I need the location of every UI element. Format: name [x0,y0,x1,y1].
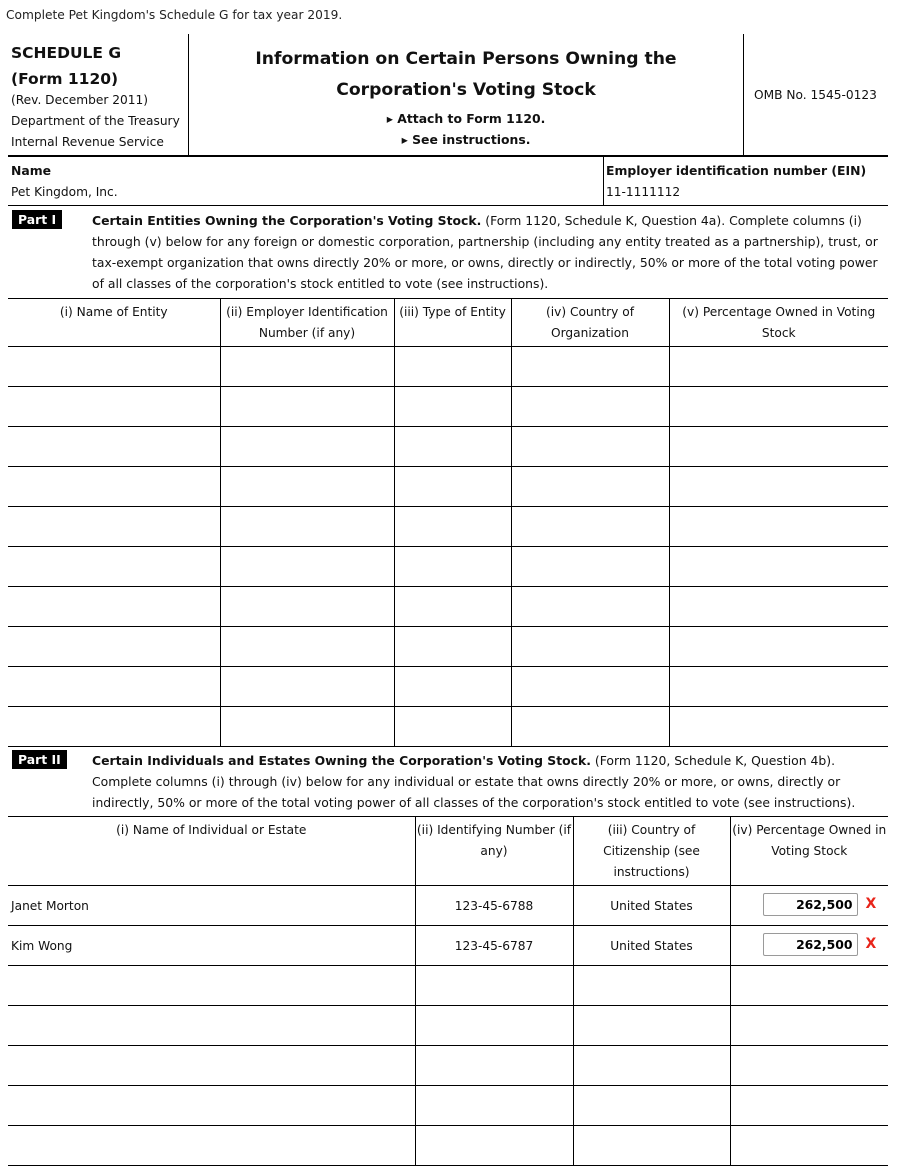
part1-text: (Form 1120, Schedule K, Question 4a). Complete columns (i) through (v) below for any foreign or domestic corporation, partnership (including any entity treated as a partnership), trust, or tax-exempt organization that owns directly 20% or more, or owns, directly or indirectly, 50% or more of the total voting power of all classes of the corporation's stock entitled to vote (see instructions). [92,213,878,291]
part1-cell-name[interactable] [8,547,220,587]
citizenship-country[interactable]: United States [573,886,730,926]
part1-cell-name[interactable] [8,467,220,507]
agency: Internal Revenue Service [11,135,164,149]
part2-text: (Form 1120, Schedule K, Question 4b). Complete columns (i) through (iv) below for any individual or estate that owns directly 20% or more, or owns, directly or indirectly, 50% or more of the total voting power of all classes of the corporation's stock entitled to vote (see instructions). [92,753,856,810]
part1-cell-ein[interactable] [220,667,394,707]
name-label: Name [11,163,52,178]
part2-cell-name[interactable] [8,1126,415,1166]
part1-cell-country[interactable] [511,427,669,467]
part1-col-type: (iii) Type of Entity [394,299,511,347]
attach-note: ▸ Attach to Form 1120. [386,111,546,126]
part1-cell-percentage[interactable] [669,627,888,667]
part1-row[interactable] [8,347,888,387]
part2-row[interactable] [8,886,888,926]
part1-cell-type[interactable] [394,667,511,707]
part2-header [8,746,888,816]
part1-cell-country[interactable] [511,547,669,587]
part1-cell-country[interactable] [511,627,669,667]
part1-header-row [8,299,888,347]
part1-cell-ein[interactable] [220,387,394,427]
error-x-icon: X [865,936,877,952]
part1-cell-type[interactable] [394,547,511,587]
part2-cell-name[interactable] [8,1086,415,1126]
part1-col-name: (i) Name of Entity [8,299,220,347]
part1-cell-ein[interactable] [220,587,394,627]
part2-badge: Part II [12,750,67,769]
part2-cell-country[interactable] [573,1046,730,1086]
part2-cell-id[interactable] [415,1046,573,1086]
part2-cell-country[interactable] [573,1006,730,1046]
name-ein-row [8,157,888,206]
schedule-id-block [8,34,189,155]
part1-cell-percentage[interactable] [669,347,888,387]
part2-cell-id[interactable] [415,1006,573,1046]
part1-cell-ein[interactable] [220,707,394,747]
part2-col-country: (iii) Country of Citizenship (see instructions) [573,817,730,886]
form-header [8,34,888,157]
part2-description [92,750,888,813]
individual-name[interactable]: Janet Morton [8,886,415,926]
part1-row[interactable] [8,667,888,707]
ein-value: 11-1111112 [606,185,681,199]
part1-description [92,210,888,294]
ein-label: Employer identification number (EIN) [606,163,867,178]
part1-cell-ein[interactable] [220,507,394,547]
percentage-cell [730,886,888,926]
part1-cell-name[interactable] [8,507,220,547]
part1-cell-ein[interactable] [220,427,394,467]
part1-cell-type[interactable] [394,347,511,387]
part1-row[interactable] [8,467,888,507]
part2-cell-percentage[interactable] [730,1006,888,1046]
part1-row[interactable] [8,587,888,627]
citizenship-country[interactable]: United States [573,926,730,966]
part1-table [8,298,888,747]
title-block [189,34,744,155]
individual-name[interactable]: Kim Wong [8,926,415,966]
part1-cell-country[interactable] [511,507,669,547]
part1-cell-type[interactable] [394,627,511,667]
part2-col-id: (ii) Identifying Number (if any) [415,817,573,886]
part2-cell-id[interactable] [415,1126,573,1166]
part1-cell-country[interactable] [511,347,669,387]
part1-cell-name[interactable] [8,427,220,467]
part2-cell-percentage[interactable] [730,1126,888,1166]
part1-row[interactable] [8,707,888,747]
form-number: (Form 1120) [11,70,119,88]
part1-col-percentage: (v) Percentage Owned in Voting Stock [669,299,888,347]
part1-cell-ein[interactable] [220,467,394,507]
identifying-number[interactable]: 123-45-6787 [415,926,573,966]
part1-cell-ein[interactable] [220,627,394,667]
part1-cell-name[interactable] [8,627,220,667]
percentage-input[interactable] [763,933,858,956]
part1-cell-name[interactable] [8,587,220,627]
part2-cell-name[interactable] [8,1006,415,1046]
part2-row[interactable] [8,1126,888,1166]
part1-col-country: (iv) Country of Organization [511,299,669,347]
part1-cell-country[interactable] [511,707,669,747]
part1-cell-percentage[interactable] [669,587,888,627]
part1-cell-name[interactable] [8,347,220,387]
part1-cell-type[interactable] [394,587,511,627]
part1-cell-type[interactable] [394,707,511,747]
part2-row[interactable] [8,1006,888,1046]
part1-row[interactable] [8,507,888,547]
part1-title: Certain Entities Owning the Corporation's Voting Stock. [92,213,482,228]
part2-header-row [8,817,888,886]
ein-block [603,157,889,205]
percentage-input[interactable] [763,893,858,916]
revision-date: (Rev. December 2011) [11,93,149,107]
omb-block [744,34,888,155]
part2-cell-id[interactable] [415,966,573,1006]
part1-cell-country[interactable] [511,387,669,427]
part2-cell-percentage[interactable] [730,1046,888,1086]
part1-cell-percentage[interactable] [669,387,888,427]
part1-row[interactable] [8,427,888,467]
schedule-title: SCHEDULE G [11,44,122,62]
part2-cell-name[interactable] [8,1046,415,1086]
part1-cell-type[interactable] [394,467,511,507]
part1-cell-name[interactable] [8,707,220,747]
percentage-cell [730,926,888,966]
department: Department of the Treasury [11,114,180,128]
main-title-line2: Corporation's Voting Stock [336,80,596,100]
part1-cell-type[interactable] [394,387,511,427]
part1-cell-ein[interactable] [220,347,394,387]
main-title-line1: Information on Certain Persons Owning the [255,49,677,69]
part1-cell-country[interactable] [511,467,669,507]
part1-cell-percentage[interactable] [669,507,888,547]
part2-cell-country[interactable] [573,1086,730,1126]
identifying-number[interactable]: 123-45-6788 [415,886,573,926]
part1-cell-ein[interactable] [220,547,394,587]
part2-cell-name[interactable] [8,966,415,1006]
part2-cell-id[interactable] [415,1086,573,1126]
name-value: Pet Kingdom, Inc. [11,185,118,199]
part2-title: Certain Individuals and Estates Owning the Corporation's Voting Stock. [92,753,591,768]
omb-number: OMB No. 1545-0123 [754,88,877,102]
part1-cell-percentage[interactable] [669,667,888,707]
part2-col-percentage: (iv) Percentage Owned in Voting Stock [730,817,888,886]
part1-row[interactable] [8,627,888,667]
part1-cell-percentage[interactable] [669,547,888,587]
part2-table [8,816,888,1166]
part1-col-ein: (ii) Employer Identification Number (if any) [220,299,394,347]
part1-row[interactable] [8,547,888,587]
part1-badge: Part I [12,210,62,229]
instructions-note: ▸ See instructions. [401,132,531,147]
part2-row[interactable] [8,1046,888,1086]
part2-row[interactable] [8,926,888,966]
part2-col-name: (i) Name of Individual or Estate [8,817,415,886]
error-x-icon: X [865,896,877,912]
part2-cell-country[interactable] [573,966,730,1006]
part1-cell-type[interactable] [394,427,511,467]
part1-cell-country[interactable] [511,667,669,707]
part2-cell-country[interactable] [573,1126,730,1166]
part1-cell-percentage[interactable] [669,467,888,507]
part1-cell-type[interactable] [394,507,511,547]
part1-cell-name[interactable] [8,387,220,427]
part1-cell-percentage[interactable] [669,427,888,467]
part1-cell-percentage[interactable] [669,707,888,747]
part1-header [8,206,888,298]
part1-row[interactable] [8,387,888,427]
part2-cell-percentage[interactable] [730,1086,888,1126]
part2-row[interactable] [8,966,888,1006]
part2-row[interactable] [8,1086,888,1126]
part1-cell-name[interactable] [8,667,220,707]
part1-cell-country[interactable] [511,587,669,627]
part2-cell-percentage[interactable] [730,966,888,1006]
task-instruction: Complete Pet Kingdom's Schedule G for tax year 2019. [6,8,343,22]
